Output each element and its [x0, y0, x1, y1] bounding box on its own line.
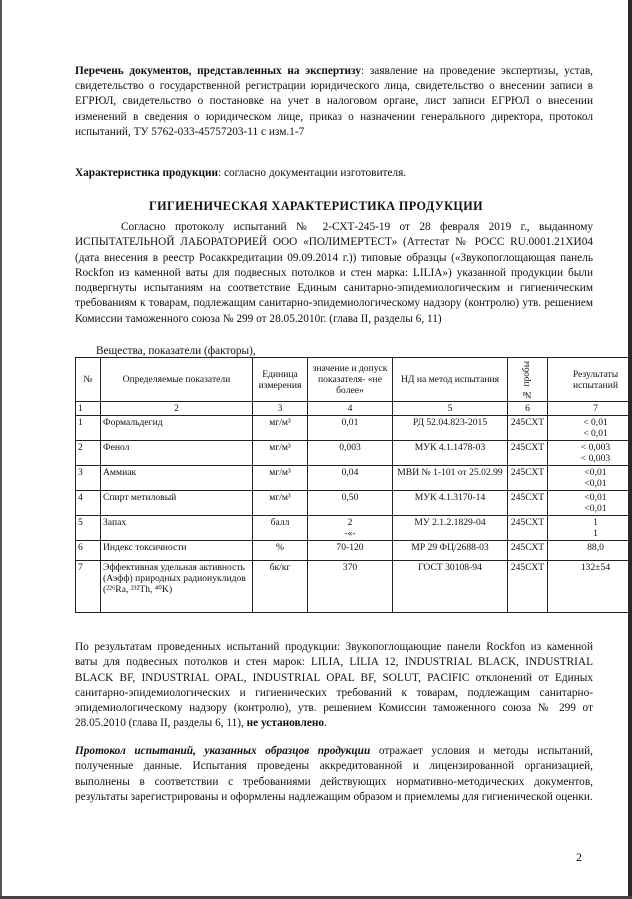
scan-edge-left: [0, 0, 2, 899]
header-sample-text: № пробы: [522, 360, 532, 399]
header-number: №: [76, 358, 101, 402]
header-results: Результаты испытаний: [548, 358, 632, 402]
row-result-cell: < 0,01 < 0,01: [548, 416, 632, 441]
row-result-cell: < 0,003 < 0,003: [548, 441, 632, 466]
row-method-cell: МР 29 ФЦ/2688-03: [393, 541, 508, 561]
product-characteristic-paragraph: [75, 166, 593, 181]
table-caption: Вещества, показатели (факторы),: [96, 345, 256, 357]
row-indicator-cell: Формальдегид: [101, 416, 253, 441]
row-result-cell: <0,01 <0,01: [548, 491, 632, 516]
documents-list-text: : заявление на проведение экспертизы, устав, свидетельство о государственной регистрации юридического лица, свидетельство о внесении записи в ЕГРЮЛ, свидетельство о постановке на учет в налоговом органе, лист записи ЕГРЮЛ о внесении изменений в сведения о юридическом лице, приказ о назначении генерального директора, протокол испытаний, ТУ 5762-033-45757203-11 с изм.1-7: [75, 65, 593, 138]
table-row: [76, 541, 632, 561]
row-indicator-cell: Индекс токсичности: [101, 541, 253, 561]
col-num: 5: [393, 402, 508, 416]
row-result-cell: 132±54: [548, 561, 632, 613]
row-limit-cell: 70-120: [308, 541, 393, 561]
header-limit: значение и допуск показателя- «не более»: [308, 358, 393, 402]
row-indicator-cell: Фенол: [101, 441, 253, 466]
row-method-cell: МУК 4.1.3170-14: [393, 491, 508, 516]
documents-list-label: Перечень документов, представленных на экспертизу: [75, 65, 362, 77]
protocol-paragraph: Согласно протоколу испытаний № 2-СХТ-245-19 от 28 февраля 2019 г., выданному ИСПЫТАТЕЛЬНОЙ ЛАБОРАТОРИЕЙ ООО «ПОЛИМЕРТЕСТ» (Аттестат № РОСС RU.0001.21ХИ04 (дата внесения в реестр Росаккредитации 09.09.2014 г.)) типовые образцы («Звукопоглощающая панель Rockfon из каменной ваты для подвесных потолков и стен марка: LILIA») указанной продукции были подвергнуты испытаниям на соответствие Единым санитарно-эпидемиологическим и гигиеническим требованиям к товарам, подлежащим санитарно-эпидемиологическому надзору (контролю) утв. решением Комиссии таможенного союза № 299 от 28.05.2010г. (глава II, разделы 6, 11): [75, 221, 593, 325]
column-number-row: [76, 402, 632, 416]
row-sample-cell: 245СХТ: [508, 561, 548, 613]
header-unit: Единица измерения: [253, 358, 308, 402]
row-limit-cell: 0,003: [308, 441, 393, 466]
row-sample-cell: 245СХТ: [508, 541, 548, 561]
protocol-note-paragraph: [75, 744, 593, 805]
product-characteristic-text: : согласно документации изготовителя.: [218, 167, 407, 179]
col-num: 7: [548, 402, 632, 416]
conclusion-end: .: [324, 717, 327, 730]
row-unit-cell: мг/м³: [253, 441, 308, 466]
row-number-cell: 2: [76, 441, 101, 466]
row-number-cell: 7: [76, 561, 101, 613]
table-row: [76, 416, 632, 441]
row-indicator-cell: Эффективная удельная активность (Аэфф) природных радионуклидов (²²⁶Ra, ²³²Th, ⁴⁰K): [101, 561, 253, 613]
conclusion-verdict: не установлено: [246, 717, 324, 730]
table-row: [76, 466, 632, 491]
row-unit-cell: бк/кг: [253, 561, 308, 613]
row-limit-cell: 370: [308, 561, 393, 613]
row-indicator-cell: Спирт метиловый: [101, 491, 253, 516]
row-number-cell: 4: [76, 491, 101, 516]
conclusion-paragraph: [75, 640, 593, 732]
row-unit-cell: %: [253, 541, 308, 561]
row-unit-cell: мг/м³: [253, 416, 308, 441]
row-number-cell: 6: [76, 541, 101, 561]
header-indicators: Определяемые показатели: [101, 358, 253, 402]
row-method-cell: МВИ № 1-101 от 25.02.99: [393, 466, 508, 491]
row-limit-cell: 0,01: [308, 416, 393, 441]
table-row: [76, 441, 632, 466]
documents-list-paragraph: [75, 64, 593, 140]
conclusion-text: По результатам проведенных испытаний продукции: Звукопоглощающие панели Rockfon из каменной ваты для подвесных потолков и стен марок: LILIA, LILIA 12, INDUSTRIAL BLACK, INDUSTRIAL BLACK BF, INDUSTRIAL OPAL, INDUSTRIAL OPAL BF, SOLUT, PACIFIC отклонений от Единых санитарно-эпидемиологических и гигиенических требований к товарам, подлежащим санитарно-эпидемиологическому надзору (контролю), утв. решением Комиссии таможенного союза № 299 от 28.05.2010 (глава II, разделы 6, 11),: [75, 641, 593, 730]
col-num: 6: [508, 402, 548, 416]
results-table: [75, 357, 632, 613]
row-indicator-cell: Аммиак: [101, 466, 253, 491]
col-num: 3: [253, 402, 308, 416]
row-limit-cell: 0,50: [308, 491, 393, 516]
product-characteristic-label: Характеристика продукции: [75, 167, 218, 179]
header-sample: [508, 358, 548, 402]
page-number: 2: [576, 850, 582, 864]
header-method: НД на метод испытания: [393, 358, 508, 402]
row-result-cell: 88,0: [548, 541, 632, 561]
row-limit-cell: 2 -«-: [308, 516, 393, 541]
row-sample-cell: 245СХТ: [508, 516, 548, 541]
col-num: 4: [308, 402, 393, 416]
row-unit-cell: мг/м³: [253, 491, 308, 516]
protocol-note-text: отражает условия и методы испытаний, полученные данные. Испытания проведены аккредитованной и лицензированной организацией, выполнены в соответствии с требованиями действующих нормативно-методических документов, результаты зарегистрированы и оформлены надлежащим образом и приемлемы для гигиенической оценки.: [75, 745, 594, 803]
row-indicator-cell: Запах: [101, 516, 253, 541]
row-limit-cell: 0,04: [308, 466, 393, 491]
row-number-cell: 3: [76, 466, 101, 491]
row-number-cell: 1: [76, 416, 101, 441]
row-number-cell: 5: [76, 516, 101, 541]
col-num: 1: [76, 402, 101, 416]
row-method-cell: МУ 2.1.2.1829-04: [393, 516, 508, 541]
table-row: [76, 491, 632, 516]
section-heading: ГИГИЕНИЧЕСКАЯ ХАРАКТЕРИСТИКА ПРОДУКЦИИ: [148, 199, 483, 213]
row-sample-cell: 245СХТ: [508, 466, 548, 491]
table-header-row: [76, 358, 632, 402]
row-result-cell: 1 1: [548, 516, 632, 541]
row-method-cell: РД 52.04.823-2015: [393, 416, 508, 441]
row-result-cell: <0,01 <0,01: [548, 466, 632, 491]
row-method-cell: МУК 4.1.1478-03: [393, 441, 508, 466]
table-row: [76, 561, 632, 613]
protocol-note-label: Протокол испытаний, указанных образцов продукции: [75, 745, 371, 757]
row-sample-cell: 245СХТ: [508, 416, 548, 441]
row-unit-cell: мг/м³: [253, 466, 308, 491]
row-method-cell: ГОСТ 30108-94: [393, 561, 508, 613]
row-sample-cell: 245СХТ: [508, 441, 548, 466]
col-num: 2: [101, 402, 253, 416]
row-unit-cell: балл: [253, 516, 308, 541]
row-sample-cell: 245СХТ: [508, 491, 548, 516]
table-row: [76, 516, 632, 541]
